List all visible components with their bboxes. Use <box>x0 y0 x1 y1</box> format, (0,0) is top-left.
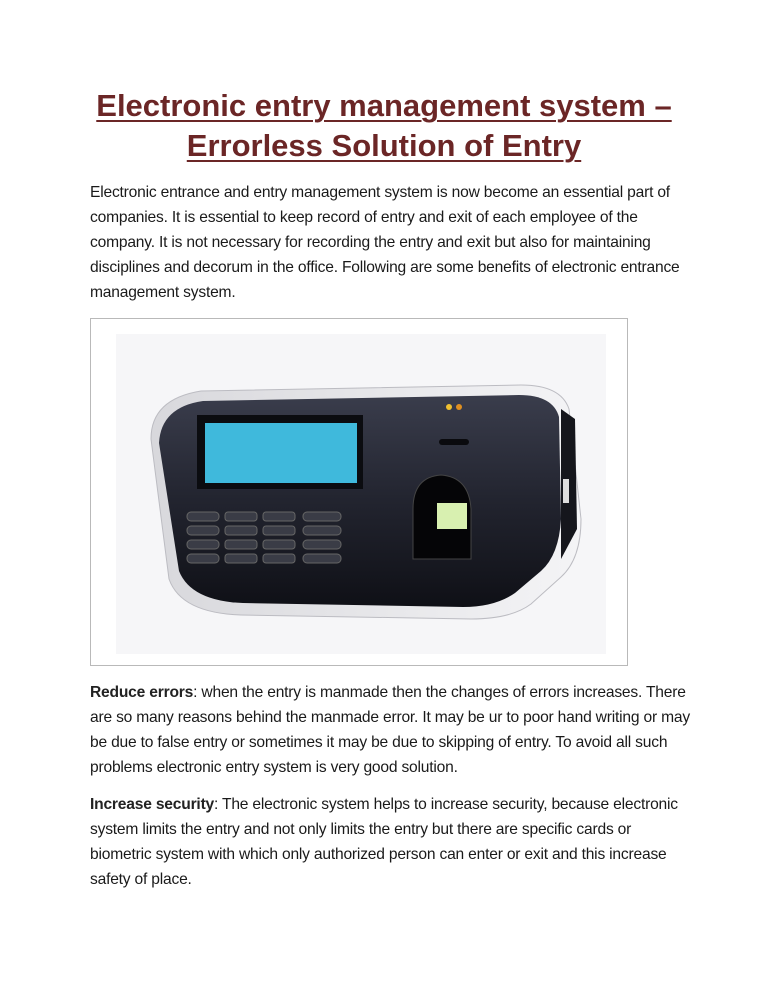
title-line-2: Errorless Solution of Entry <box>186 128 582 163</box>
increase-security-heading: Increase security <box>90 796 215 813</box>
increase-security-text: : The electronic system helps to increase security, because electronic system limits the entry and not only limits the entry but there are specific cards or biometric system with which only authorized person can enter or exit and this increase safety of place. <box>90 796 678 888</box>
title-line-1: Electronic entry management system – <box>96 88 672 123</box>
reduce-errors-heading: Reduce errors <box>90 684 194 701</box>
device-image <box>90 318 628 666</box>
reduce-errors-paragraph <box>90 680 690 780</box>
increase-security-paragraph <box>90 792 690 892</box>
document-title <box>0 86 768 166</box>
fingerprint-attendance-device-image <box>91 319 627 665</box>
reduce-errors-text: : when the entry is manmade then the changes of errors increases. There are so many reasons behind the manmade error. It may be ur to poor hand writing or may be due to false entry or sometimes it may be due to skipping of entry. To avoid all such problems electronic entry system is very good solution. <box>90 684 690 776</box>
intro-paragraph: Electronic entrance and entry management system is now become an essential part of companies. It is essential to keep record of entry and exit of each employee of the company. It is not necessary for recording the entry and exit but also for maintaining disciplines and decorum in the office. Following are some benefits of electronic entrance management system. <box>90 184 680 301</box>
